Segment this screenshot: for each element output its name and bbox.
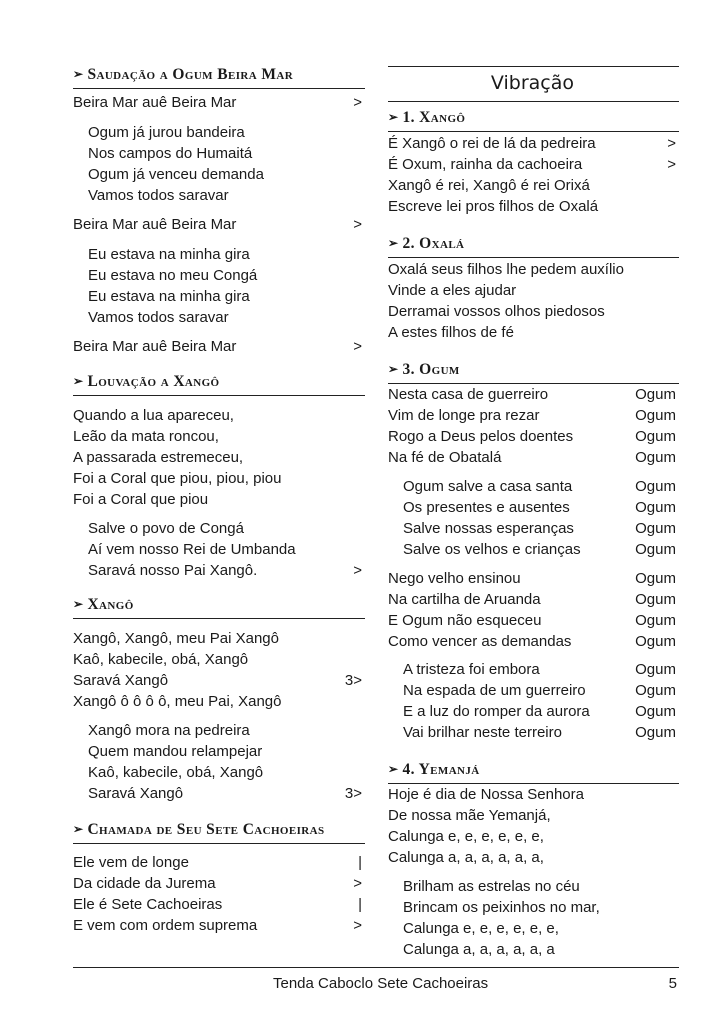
verse-text: Da cidade da Jurema <box>73 875 216 892</box>
verse-line <box>73 490 365 510</box>
verse-text: Rogo a Deus pelos doentes <box>388 428 574 445</box>
verse-text: Como vencer as demandas <box>388 633 572 650</box>
verse-line <box>403 660 679 680</box>
verse-text: Foi a Coral que piou <box>73 491 209 508</box>
verse-text: Beira Mar auê Beira Mar <box>73 94 237 111</box>
verse-line <box>388 406 679 426</box>
verse-line <box>388 590 679 610</box>
verse-line <box>403 898 679 918</box>
verse-line <box>388 569 679 589</box>
verse-line <box>403 940 679 960</box>
arrow-bullet-icon: ➢ <box>73 67 84 81</box>
verse-text: Quem mandou relampejar <box>88 743 263 760</box>
section-heading-text: 2. Oxalá <box>402 235 465 252</box>
verse-line <box>388 302 679 322</box>
verse-line <box>88 287 365 307</box>
verse-text: Calunga e, e, e, e, e, e, <box>403 920 559 937</box>
verse-text: Vamos todos saravar <box>88 187 229 204</box>
repeat-mark: > <box>353 875 362 892</box>
verse-text: Na cartilha de Aruanda <box>388 591 541 608</box>
verse-line <box>73 215 365 235</box>
verse-line <box>73 448 365 468</box>
verse-line <box>388 632 679 652</box>
repeat-mark: Ogum <box>635 570 676 587</box>
verse-text: Salve os velhos e crianças <box>403 541 581 558</box>
section-heading-text: Chamada de Seu Sete Cachoeiras <box>87 821 325 838</box>
section-heading <box>73 596 365 619</box>
verse-line <box>73 469 365 489</box>
footer-text: Tenda Caboclo Sete Cachoeiras <box>273 975 489 992</box>
verse-line <box>388 848 679 868</box>
repeat-mark: Ogum <box>635 612 676 629</box>
verse-line <box>88 266 365 286</box>
section-heading <box>388 761 679 784</box>
verse-text: Vamos todos saravar <box>88 309 229 326</box>
verse-line <box>388 281 679 301</box>
repeat-mark: > <box>667 135 676 152</box>
verse-line <box>388 806 679 826</box>
verse-text: De nossa mãe Yemanjá, <box>388 807 551 824</box>
verse-line <box>388 260 679 280</box>
verse-text: Derramai vossos olhos piedosos <box>388 303 605 320</box>
section-heading-text: Saudação a Ogum Beira Mar <box>87 66 294 83</box>
verse-line <box>73 692 365 712</box>
section-heading-text: 3. Ogum <box>402 361 460 378</box>
page-title: Vibração <box>490 72 574 94</box>
verse-text: Quando a lua apareceu, <box>73 407 234 424</box>
verse-line <box>388 155 679 175</box>
verse-text: E vem com ordem suprema <box>73 917 258 934</box>
verse-text: Hoje é dia de Nossa Senhora <box>388 786 584 803</box>
verse-text: Xangô mora na pedreira <box>88 722 250 739</box>
repeat-mark: > <box>353 562 362 579</box>
arrow-bullet-icon: ➢ <box>73 597 84 611</box>
verse-line <box>403 877 679 897</box>
repeat-mark: Ogum <box>635 541 676 558</box>
verse-line <box>388 448 679 468</box>
repeat-mark: 3> <box>344 672 362 689</box>
repeat-mark: Ogum <box>635 478 676 495</box>
arrow-bullet-icon: ➢ <box>388 110 399 124</box>
arrow-bullet-icon: ➢ <box>73 822 84 836</box>
section-heading <box>388 361 679 384</box>
verse-text: Ogum salve a casa santa <box>403 478 573 495</box>
verse-text: Na fé de Obatalá <box>388 449 502 466</box>
verse-text: Kaô, kabecile, obá, Xangô <box>88 764 264 781</box>
verse-text: Calunga a, a, a, a, a, a <box>403 941 555 958</box>
verse-text: A estes filhos de fé <box>388 324 514 341</box>
page-number: 5 <box>668 975 677 992</box>
verse-line <box>403 919 679 939</box>
verse-text: Aí vem nosso Rei de Umbanda <box>88 541 296 558</box>
repeat-mark: Ogum <box>635 386 676 403</box>
verse-line <box>88 540 365 560</box>
section-heading <box>73 66 365 89</box>
verse-text: Leão da mata roncou, <box>73 428 219 445</box>
verse-line <box>388 611 679 631</box>
verse-text: Calunga a, a, a, a, a, a, <box>388 849 544 866</box>
verse-line <box>403 540 679 560</box>
verse-text: Nos campos do Humaitá <box>88 145 253 162</box>
verse-line <box>388 323 679 343</box>
section-heading <box>388 235 679 258</box>
verse-text: Ele vem de longe <box>73 854 189 871</box>
verse-text: Xangô é rei, Xangô é rei Orixá <box>388 177 590 194</box>
verse-text: Os presentes e ausentes <box>403 499 570 516</box>
verse-line <box>388 385 679 405</box>
verse-text: Salve o povo de Congá <box>88 520 244 537</box>
verse-line <box>388 827 679 847</box>
verse-line <box>73 853 365 873</box>
verse-text: Calunga e, e, e, e, e, e, <box>388 828 544 845</box>
verse-text: Ogum já venceu demanda <box>88 166 264 183</box>
verse-line <box>403 723 679 743</box>
repeat-mark: Ogum <box>635 449 676 466</box>
verse-text: Foi a Coral que piou, piou, piou <box>73 470 282 487</box>
verse-text: Vinde a eles ajudar <box>388 282 517 299</box>
verse-line <box>73 427 365 447</box>
repeat-mark: | <box>358 896 362 913</box>
repeat-mark: > <box>667 156 676 173</box>
page-title-bar <box>388 66 679 102</box>
verse-line <box>73 874 365 894</box>
verse-line <box>88 144 365 164</box>
arrow-bullet-icon: ➢ <box>388 362 399 376</box>
repeat-mark: 3> <box>344 785 362 802</box>
verse-line <box>88 245 365 265</box>
repeat-mark: > <box>353 338 362 355</box>
repeat-mark: Ogum <box>635 633 676 650</box>
repeat-mark: Ogum <box>635 724 676 741</box>
verse-text: E a luz do romper da aurora <box>403 703 590 720</box>
verse-text: Eu estava no meu Congá <box>88 267 258 284</box>
verse-text: Beira Mar auê Beira Mar <box>73 216 237 233</box>
verse-line <box>88 186 365 206</box>
verse-line <box>403 702 679 722</box>
verse-line <box>88 165 365 185</box>
verse-line <box>403 477 679 497</box>
verse-text: Kaô, kabecile, obá, Xangô <box>73 651 249 668</box>
verse-text: Ogum já jurou bandeira <box>88 124 245 141</box>
page-footer <box>73 967 679 992</box>
verse-line <box>88 561 365 581</box>
repeat-mark: Ogum <box>635 407 676 424</box>
verse-line <box>88 784 365 804</box>
verse-text: Brilham as estrelas no céu <box>403 878 580 895</box>
verse-line <box>73 895 365 915</box>
arrow-bullet-icon: ➢ <box>73 374 84 388</box>
verse-line <box>73 916 365 936</box>
repeat-mark: Ogum <box>635 499 676 516</box>
section-heading <box>73 373 365 396</box>
verse-line <box>403 498 679 518</box>
verse-text: Saravá Xangô <box>73 672 169 689</box>
verse-line <box>73 629 365 649</box>
verse-text: Beira Mar auê Beira Mar <box>73 338 237 355</box>
verse-text: Salve nossas esperanças <box>403 520 574 537</box>
verse-text: Xangô, Xangô, meu Pai Xangô <box>73 630 279 647</box>
repeat-mark: > <box>353 94 362 111</box>
verse-line <box>388 785 679 805</box>
verse-line <box>73 337 365 357</box>
verse-text: Eu estava na minha gira <box>88 246 250 263</box>
repeat-mark: Ogum <box>635 661 676 678</box>
verse-text: Xangô ô ô ô ô, meu Pai, Xangô <box>73 693 282 710</box>
verse-text: Nego velho ensinou <box>388 570 521 587</box>
verse-line <box>388 134 679 154</box>
repeat-mark: Ogum <box>635 428 676 445</box>
section-heading-text: 4. Yemanjá <box>402 761 480 778</box>
arrow-bullet-icon: ➢ <box>388 236 399 250</box>
verse-text: A tristeza foi embora <box>403 661 540 678</box>
section-heading-text: 1. Xangô <box>402 109 466 126</box>
section-heading <box>73 821 365 844</box>
verse-line <box>88 308 365 328</box>
verse-line <box>88 123 365 143</box>
repeat-mark: > <box>353 917 362 934</box>
verse-text: Oxalá seus filhos lhe pedem auxílio <box>388 261 624 278</box>
section-heading <box>388 109 679 132</box>
section-heading-text: Louvação a Xangô <box>87 373 220 390</box>
verse-line <box>388 197 679 217</box>
verse-text: Vai brilhar neste terreiro <box>403 724 562 741</box>
verse-line <box>388 427 679 447</box>
repeat-mark: Ogum <box>635 591 676 608</box>
verse-line <box>88 721 365 741</box>
verse-line <box>73 93 365 113</box>
verse-text: A passarada estremeceu, <box>73 449 244 466</box>
verse-text: É Xangô o rei de lá da pedreira <box>388 135 596 152</box>
verse-text: É Oxum, rainha da cachoeira <box>388 156 583 173</box>
verse-line <box>403 681 679 701</box>
verse-text: Nesta casa de guerreiro <box>388 386 549 403</box>
verse-line <box>73 650 365 670</box>
verse-text: Saravá nosso Pai Xangô. <box>88 562 258 579</box>
verse-text: E Ogum não esqueceu <box>388 612 542 629</box>
verse-line <box>88 763 365 783</box>
repeat-mark: Ogum <box>635 520 676 537</box>
verse-line <box>403 519 679 539</box>
verse-line <box>88 519 365 539</box>
verse-line <box>73 671 365 691</box>
verse-line <box>88 742 365 762</box>
repeat-mark: > <box>353 216 362 233</box>
verse-text: Escreve lei pros filhos de Oxalá <box>388 198 599 215</box>
arrow-bullet-icon: ➢ <box>388 762 399 776</box>
verse-text: Saravá Xangô <box>88 785 184 802</box>
verse-line <box>73 406 365 426</box>
section-heading-text: Xangô <box>87 596 134 613</box>
verse-text: Ele é Sete Cachoeiras <box>73 896 223 913</box>
verse-text: Vim de longe pra rezar <box>388 407 540 424</box>
repeat-mark: Ogum <box>635 703 676 720</box>
verse-text: Eu estava na minha gira <box>88 288 250 305</box>
verse-text: Brincam os peixinhos no mar, <box>403 899 600 916</box>
repeat-mark: Ogum <box>635 682 676 699</box>
repeat-mark: | <box>358 854 362 871</box>
verse-text: Na espada de um guerreiro <box>403 682 586 699</box>
verse-line <box>388 176 679 196</box>
